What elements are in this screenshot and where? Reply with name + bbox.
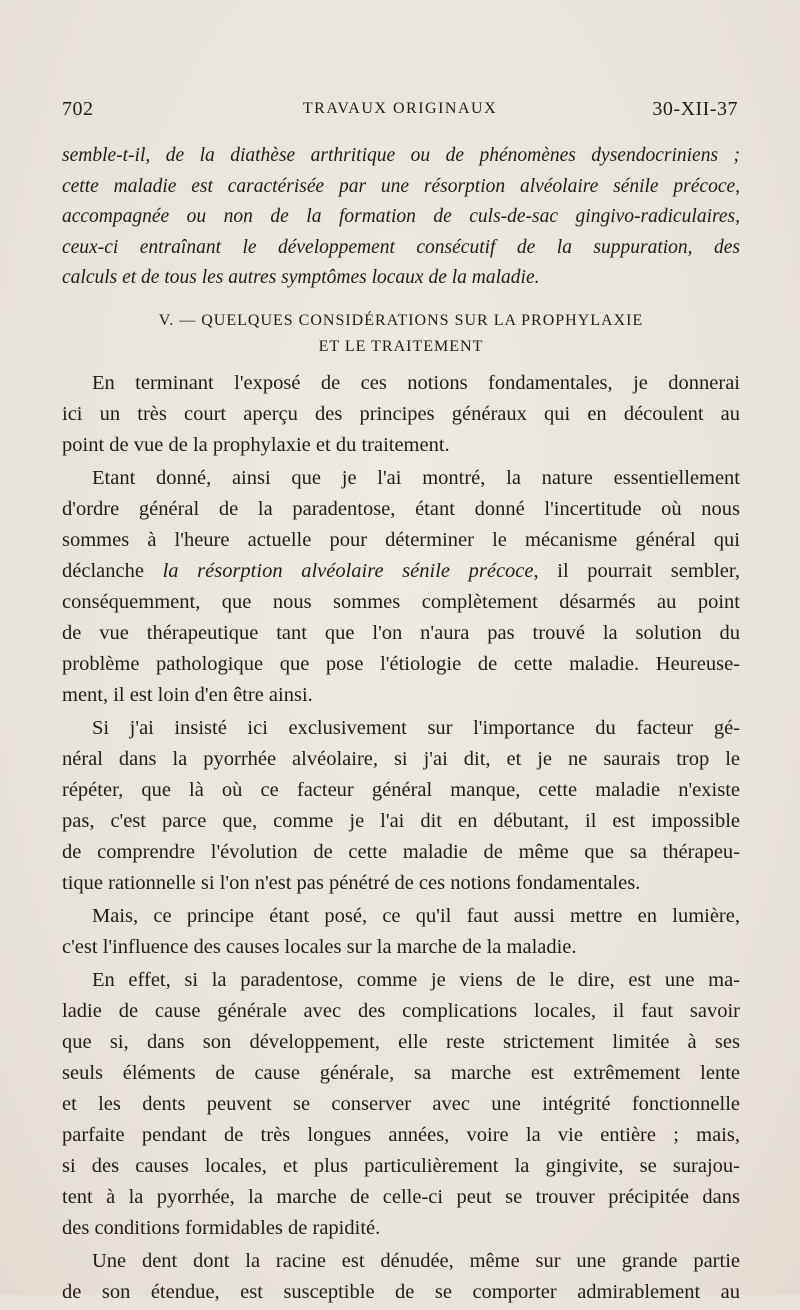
text-line: des conditions formidables de rapidité. [62,1216,381,1239]
text-line: ment, il est loin d'en être ainsi. [62,683,313,706]
text-line: d'ordre général de la paradentose, étant donné l'incertitude où nous [62,497,740,520]
paragraph-1 [62,368,740,461]
text-line: sommes à l'heure actuelle pour déterminer le mécanisme général qui [62,528,740,551]
text-line: point de vue de la prophylaxie et du traitement. [62,433,450,456]
page-number: 702 [62,98,94,120]
paragraph-5 [62,965,740,1244]
intro-italic-paragraph [62,141,740,294]
paragraph-3 [62,713,740,899]
text-line: conséquemment, que nous sommes complètement désarmés au point [62,590,740,613]
section-heading-line-1: V. — QUELQUES CONSIDÉRATIONS SUR LA PROPHYLAXIE [158,311,644,329]
text-line: accompagnée ou non de la formation de culs-de-sac gingivo-radiculaires, [62,206,740,227]
text-line: tique rationnelle si l'on n'est pas pénétré de ces notions fondamentales. [62,871,641,894]
text-line: tent à la pyorrhée, la marche de celle-ci peut se trouver précipitée dans [62,1185,740,1208]
text-line: que si, dans son développement, elle reste strictement limitée à ses [62,1030,740,1053]
running-title: TRAVAUX ORIGINAUX [302,100,498,117]
text-line: semble-t-il, de la diathèse arthritique ou de phénomènes dysendocriniens ; [62,145,740,166]
text-line: calculs et de tous les autres symptômes locaux de la maladie. [62,267,540,288]
section-heading [62,308,740,360]
text-line: Une dent dont la racine est dénudée, même sur une grande partie [92,1249,740,1272]
text-line: cette maladie est caractérisée par une résorption alvéolaire sénile précoce, [62,175,740,197]
text-line: En terminant l'exposé de ces notions fondamentales, je donnerai [92,371,740,394]
section-heading-line-2: ET LE TRAITEMENT [318,337,484,355]
text-line: ceux-ci entraînant le développement consécutif de la suppuration, des [62,236,740,258]
text-line: et les dents peuvent se conserver avec une intégrité fonctionnelle [62,1092,740,1115]
text-line: ladie de cause générale avec des complications locales, il faut savoir [62,999,740,1022]
text-line: si des causes locales, et plus particulièrement la gingivite, se surajou- [62,1154,740,1177]
text-line: de son étendue, est susceptible de se comporter admirablement au [62,1280,740,1303]
paragraph-6 [62,1246,740,1308]
text-line: c'est l'influence des causes locales sur la marche de la maladie. [62,935,577,958]
paragraph-4 [62,901,740,963]
emphasized-phrase: la résorption alvéolaire sénile précoce [162,559,534,582]
paragraph-2 [62,463,740,711]
text-line-with-emphasis: déclanche la résorption alvéolaire sénile précoce, il pourrait sembler, [62,559,740,582]
text-line: de vue thérapeutique tant que l'on n'aura pas trouvé la solution du [62,621,740,644]
text-line: de comprendre l'évolution de cette maladie de même que sa thérapeu- [62,840,740,863]
text-line: problème pathologique que pose l'étiologie de cette maladie. Heureuse- [62,652,740,675]
text-line: Mais, ce principe étant posé, ce qu'il faut aussi mettre en lumière, [92,904,740,927]
running-header [62,98,738,128]
text-line: néral dans la pyorrhée alvéolaire, si j'ai dit, et je ne saurais trop le [62,747,740,770]
issue-date: 30-XII-37 [652,98,738,120]
text-line: ici un très court aperçu des principes généraux qui en découlent au [62,402,740,425]
text-line: parfaite pendant de très longues années, voire la vie entière ; mais, [62,1123,740,1146]
text-line: seuls éléments de cause générale, sa marche est extrêmement lente [62,1061,740,1084]
text-line: Etant donné, ainsi que je l'ai montré, la nature essentiellement [92,466,740,489]
body-text [62,141,740,1310]
text-line: Si j'ai insisté ici exclusivement sur l'importance du facteur gé- [92,716,740,739]
text-line: répéter, que là où ce facteur général manque, cette maladie n'existe [62,778,740,801]
text-line: En effet, si la paradentose, comme je viens de le dire, est une ma- [92,968,740,991]
text-line: pas, c'est parce que, comme je l'ai dit en débutant, il est impossible [62,809,740,832]
